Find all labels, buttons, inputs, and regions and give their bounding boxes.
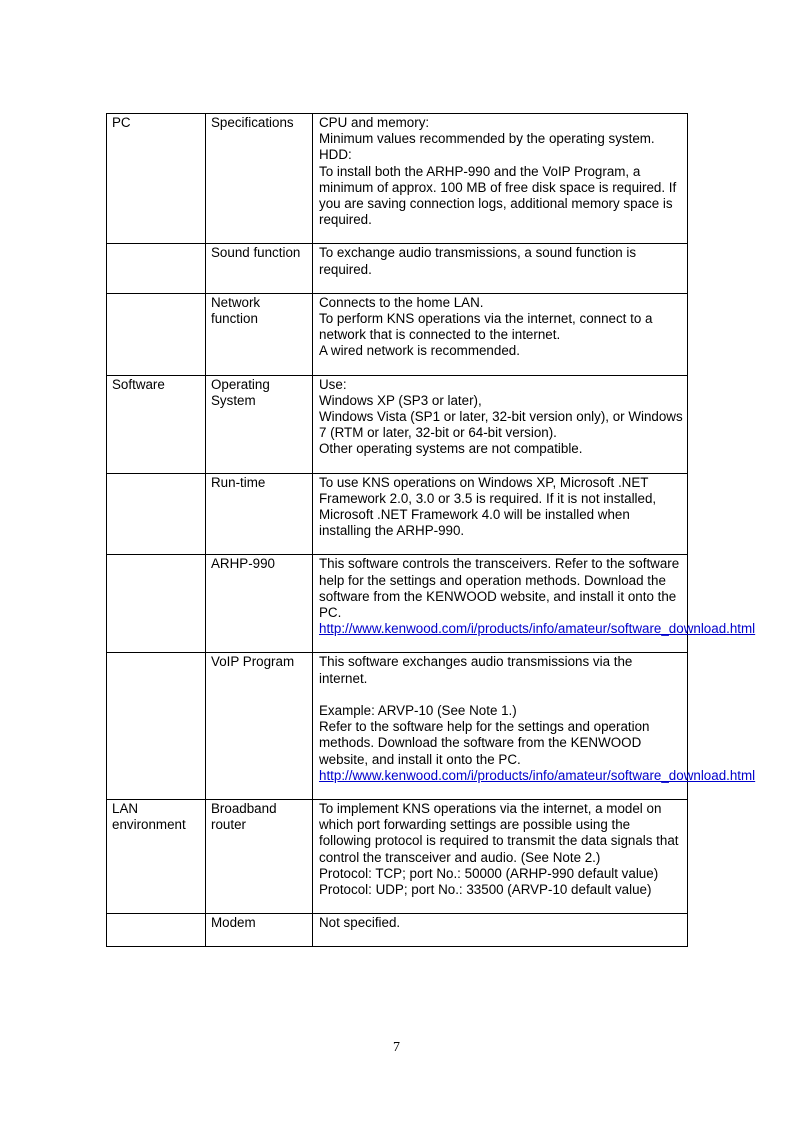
description-cell	[313, 375, 688, 473]
item-cell: Specifications	[206, 114, 313, 244]
description-line: Windows XP (SP3 or later),	[319, 392, 482, 408]
item-cell: Run-time	[206, 473, 313, 555]
description-cell	[313, 653, 756, 799]
table-row	[107, 473, 688, 555]
item-cell: Sound function	[206, 244, 313, 293]
description-line: To use KNS operations on Windows XP, Microsoft .NET Framework 2.0, 3.0 or 3.5 is required. If it is not installed, Microsoft .NET Framework 4.0 will be installed when installing the ARHP-990.	[319, 474, 657, 539]
description-cell	[313, 555, 756, 653]
category-cell-empty	[107, 653, 206, 799]
description-line: Windows Vista (SP1 or later, 32-bit version only), or Windows 7 (RTM or later, 32-bit or 64-bit version).	[319, 409, 683, 441]
description-line: Use:	[319, 376, 347, 392]
description-line: To implement KNS operations via the internet, a model on which port forwarding settings are possible using the following protocol is required to transmit the data signals that control the transceiver and audio. (See Note 2.)	[319, 800, 679, 865]
description-line: Protocol: TCP; port No.: 50000 (ARHP-990 default value)	[319, 865, 659, 881]
table-row	[107, 555, 688, 653]
item-cell: ARHP-990	[206, 555, 313, 653]
description-cell	[313, 293, 688, 375]
category-cell: Software	[107, 375, 206, 473]
table-row	[107, 653, 688, 799]
description-line: Connects to the home LAN.	[319, 294, 484, 310]
description-cell	[313, 914, 688, 947]
description-line: Refer to the software help for the settings and operation methods. Download the software from the KENWOOD website, and install it onto the PC.	[319, 719, 650, 767]
description-line: This software controls the transceivers. Refer to the software help for the settings and operation methods. Download the software from the KENWOOD website, and install it onto the PC.	[319, 556, 680, 621]
paragraph-gap	[319, 687, 684, 703]
category-cell-empty	[107, 914, 206, 947]
item-cell: Network function	[206, 293, 313, 375]
table-row	[107, 799, 688, 913]
table-row	[107, 293, 688, 375]
description-cell	[313, 114, 688, 244]
item-cell: Modem	[206, 914, 313, 947]
table-row	[107, 375, 688, 473]
table-row	[107, 244, 688, 293]
download-link[interactable]: http://www.kenwood.com/i/products/info/amateur/software_download.html	[319, 621, 756, 637]
category-cell-empty	[107, 293, 206, 375]
description-line: Example: ARVP-10 (See Note 1.)	[319, 702, 517, 718]
description-line: To exchange audio transmissions, a sound function is required.	[319, 245, 637, 277]
category-cell: PC	[107, 114, 206, 244]
description-line: A wired network is recommended.	[319, 343, 520, 359]
requirements-table	[106, 113, 756, 947]
page-number: 7	[393, 1040, 400, 1055]
item-cell: VoIP Program	[206, 653, 313, 799]
category-cell-empty	[107, 555, 206, 653]
description-cell	[313, 244, 688, 293]
description-line: HDD:	[319, 147, 352, 163]
category-cell: LAN environment	[107, 799, 206, 913]
download-link[interactable]: http://www.kenwood.com/i/products/info/amateur/software_download.html	[319, 767, 756, 783]
category-cell-empty	[107, 244, 206, 293]
description-line: Not specified.	[319, 915, 401, 931]
description-line: Protocol: UDP; port No.: 33500 (ARVP-10 default value)	[319, 881, 652, 897]
description-line: CPU and memory:	[319, 115, 430, 130]
description-line: To install both the ARHP-990 and the VoIP Program, a minimum of approx. 100 MB of free disk space is required. If you are saving connection logs, additional memory space is required.	[319, 163, 677, 228]
description-line: Other operating systems are not compatible.	[319, 441, 583, 457]
description-cell	[313, 799, 688, 913]
description-cell	[313, 473, 688, 555]
item-cell: Broadband router	[206, 799, 313, 913]
category-cell-empty	[107, 473, 206, 555]
description-line: This software exchanges audio transmissions via the internet.	[319, 654, 633, 686]
description-line: Minimum values recommended by the operating system.	[319, 131, 655, 147]
description-line: To perform KNS operations via the internet, connect to a network that is connected to the internet.	[319, 311, 653, 343]
table-row	[107, 114, 688, 244]
table-row	[107, 914, 688, 947]
item-cell: Operating System	[206, 375, 313, 473]
